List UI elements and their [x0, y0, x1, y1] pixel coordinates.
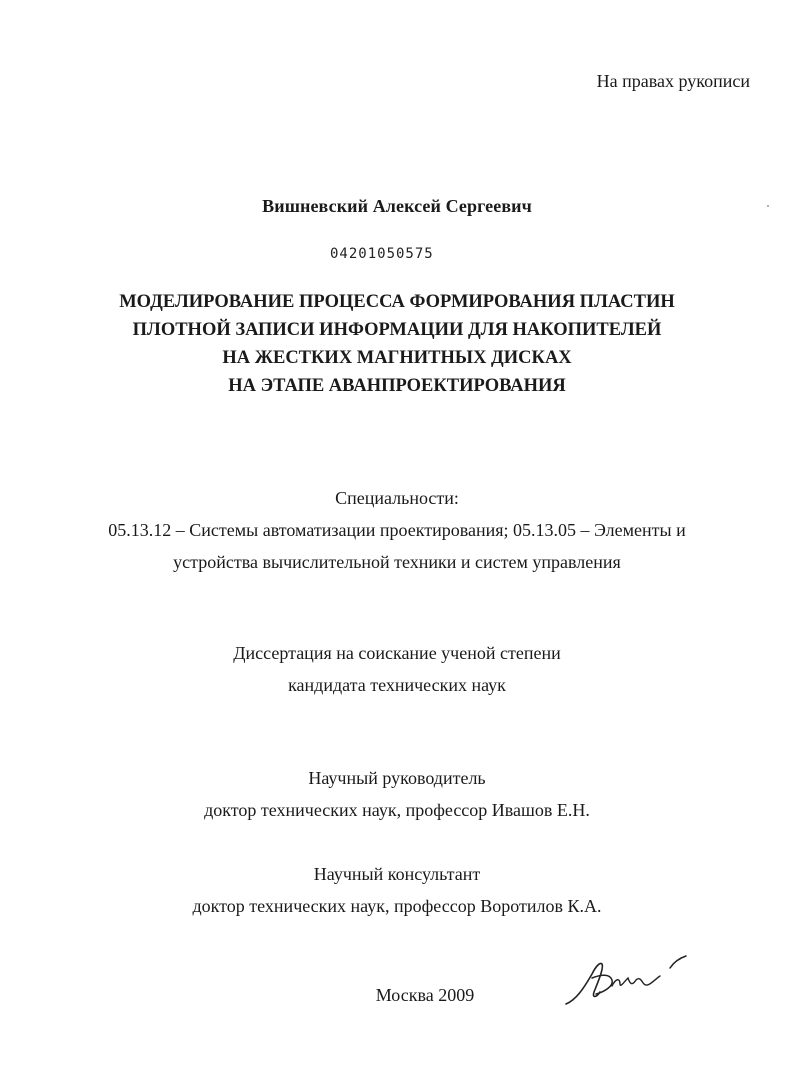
specialties-heading: Специальности:	[335, 488, 459, 508]
specialties-block	[0, 482, 794, 578]
consultant-role: Научный консультант	[313, 864, 481, 884]
consultant-block	[0, 858, 794, 922]
title-line: НА ЭТАПЕ АВАНПРОЕКТИРОВАНИЯ	[228, 376, 566, 396]
handwritten-signature	[562, 948, 692, 1010]
degree-block	[0, 637, 794, 701]
consultant-name: доктор технических наук, профессор Воротилов К.А.	[192, 896, 602, 916]
dissertation-title	[0, 288, 794, 400]
title-line: МОДЕЛИРОВАНИЕ ПРОЦЕССА ФОРМИРОВАНИЯ ПЛАСТИН	[119, 292, 675, 312]
specialties-line: 05.13.12 – Системы автоматизации проектирования; 05.13.05 – Элементы и	[108, 520, 686, 540]
degree-line: Диссертация на соискание ученой степени	[233, 643, 561, 663]
supervisor-block	[0, 762, 794, 826]
city-year: Москва 2009	[375, 985, 475, 1005]
author-name: Вишневский Алексей Сергеевич	[262, 196, 532, 216]
title-line: НА ЖЕСТКИХ МАГНИТНЫХ ДИСКАХ	[222, 348, 572, 368]
specialties-line: устройства вычислительной техники и систем управления	[173, 552, 621, 572]
rights-notice: На правах рукописи	[596, 71, 750, 91]
degree-line: кандидата технических наук	[288, 675, 506, 695]
supervisor-name: доктор технических наук, профессор Ивашов Е.Н.	[204, 800, 590, 820]
title-line: ПЛОТНОЙ ЗАПИСИ ИНФОРМАЦИИ ДЛЯ НАКОПИТЕЛЕЙ	[132, 320, 662, 340]
library-code: 04201050575	[330, 246, 434, 262]
supervisor-role: Научный руководитель	[308, 768, 486, 788]
